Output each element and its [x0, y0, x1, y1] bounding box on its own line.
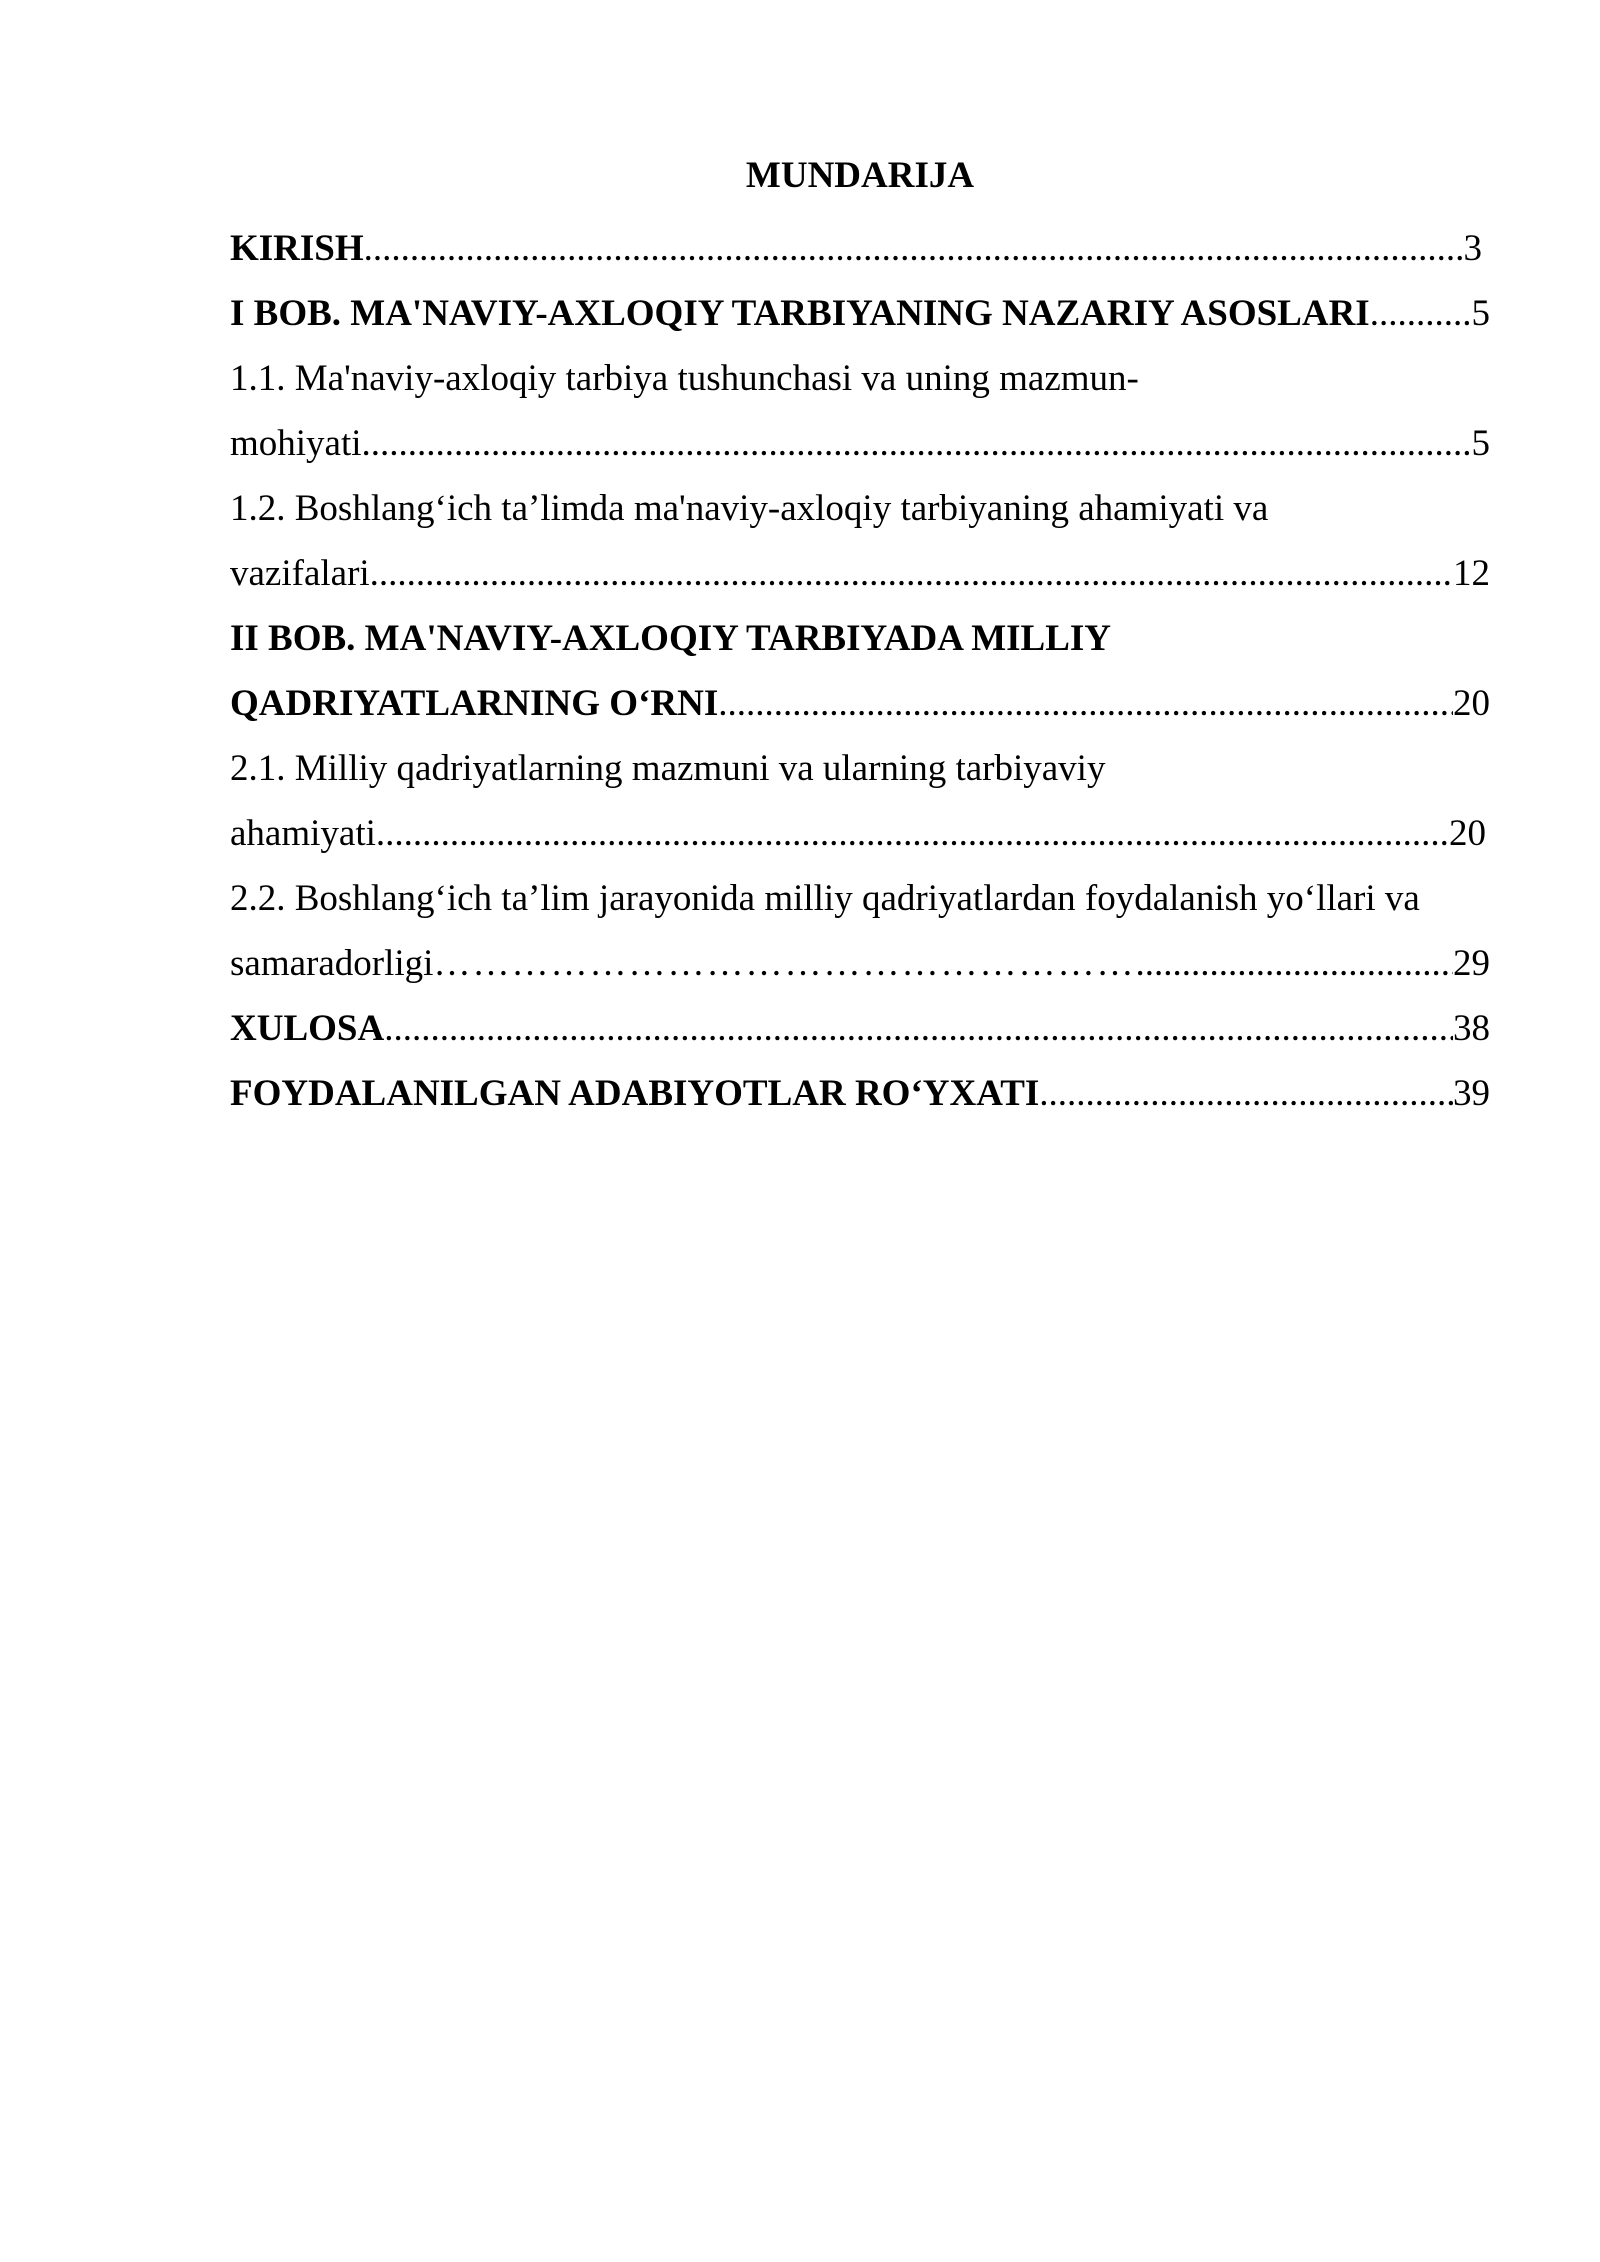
- dot-leader: [1135, 931, 1453, 996]
- toc-entry-text: II BOB. MA'NAVIY-AXLOQIY TARBIYADA MILLIY: [230, 618, 1111, 659]
- toc-page-number: 5: [1471, 293, 1490, 334]
- toc-page-number: 38: [1453, 1008, 1490, 1049]
- toc-entry-chapter-2-line-2[interactable]: [230, 671, 1490, 736]
- toc-entry-text: 1.2. Boshlang‘ich ta’limda ma'naviy-axloqiy tarbiyaning ahamiyati va: [230, 488, 1269, 529]
- dot-leader: [384, 996, 1453, 1061]
- dot-leader: [1370, 281, 1472, 346]
- toc-entry-section-2-2-line-1[interactable]: [230, 866, 1490, 931]
- toc-entry-text: I BOB. MA'NAVIY-AXLOQIY TARBIYANING NAZARIY ASOSLARI: [230, 293, 1370, 334]
- table-of-contents: [230, 216, 1490, 1126]
- dot-leader: [362, 411, 1472, 476]
- dot-leader: [376, 801, 1449, 866]
- toc-entry-chapter-1[interactable]: [230, 281, 1490, 346]
- toc-page-number: 12: [1453, 553, 1490, 594]
- toc-entry-text: ahamiyati: [230, 813, 376, 854]
- dot-leader: [370, 541, 1453, 606]
- toc-entry-section-1-1-line-1[interactable]: [230, 346, 1490, 411]
- toc-entry-section-2-2-line-2[interactable]: [230, 931, 1490, 996]
- dot-leader: [1039, 1061, 1453, 1126]
- toc-entry-section-1-1-line-2[interactable]: [230, 411, 1490, 476]
- toc-entry-adabiyotlar[interactable]: [230, 1061, 1490, 1126]
- toc-page-number: 20: [1449, 813, 1486, 854]
- toc-page-number: 5: [1471, 423, 1490, 464]
- toc-entry-chapter-2-line-1[interactable]: [230, 606, 1490, 671]
- toc-entry-text: vazifalari: [230, 553, 370, 594]
- ellipsis-leader: ………………………………………………: [433, 943, 1136, 984]
- toc-entry-kirish[interactable]: [230, 216, 1490, 281]
- toc-entry-text: 2.2. Boshlang‘ich ta’lim jarayonida milliy qadriyatlardan foydalanish yo‘llari va: [230, 878, 1420, 919]
- toc-entry-xulosa[interactable]: [230, 996, 1490, 1061]
- toc-entry-section-1-2-line-2[interactable]: [230, 541, 1490, 606]
- toc-entry-text: KIRISH: [230, 228, 364, 269]
- toc-entry-text: QADRIYATLARNING O‘RNI: [230, 683, 719, 724]
- toc-entry-section-1-2-line-1[interactable]: [230, 476, 1490, 541]
- toc-entry-section-2-1-line-1[interactable]: [230, 736, 1490, 801]
- toc-entry-text: mohiyati: [230, 423, 362, 464]
- toc-entry-text: samaradorligi: [230, 943, 434, 984]
- toc-page-number: 20: [1453, 683, 1490, 724]
- toc-entry-text: XULOSA: [230, 1008, 385, 1049]
- toc-page-number: 39: [1453, 1073, 1490, 1114]
- dot-leader: [364, 216, 1464, 281]
- toc-entry-section-2-1-line-2[interactable]: [230, 801, 1490, 866]
- toc-page-number: 29: [1453, 943, 1490, 984]
- toc-entry-text: FOYDALANILGAN ADABIYOTLAR RO‘YXATI: [230, 1073, 1040, 1114]
- toc-entry-text: 1.1. Ma'naviy-axloqiy tarbiya tushunchasi va uning mazmun-: [230, 358, 1139, 399]
- toc-page-number: 3: [1463, 228, 1482, 269]
- page-title: MUNDARIJA: [745, 155, 975, 196]
- dot-leader: [718, 671, 1453, 736]
- toc-entry-text: 2.1. Milliy qadriyatlarning mazmuni va ularning tarbiyaviy: [230, 748, 1106, 789]
